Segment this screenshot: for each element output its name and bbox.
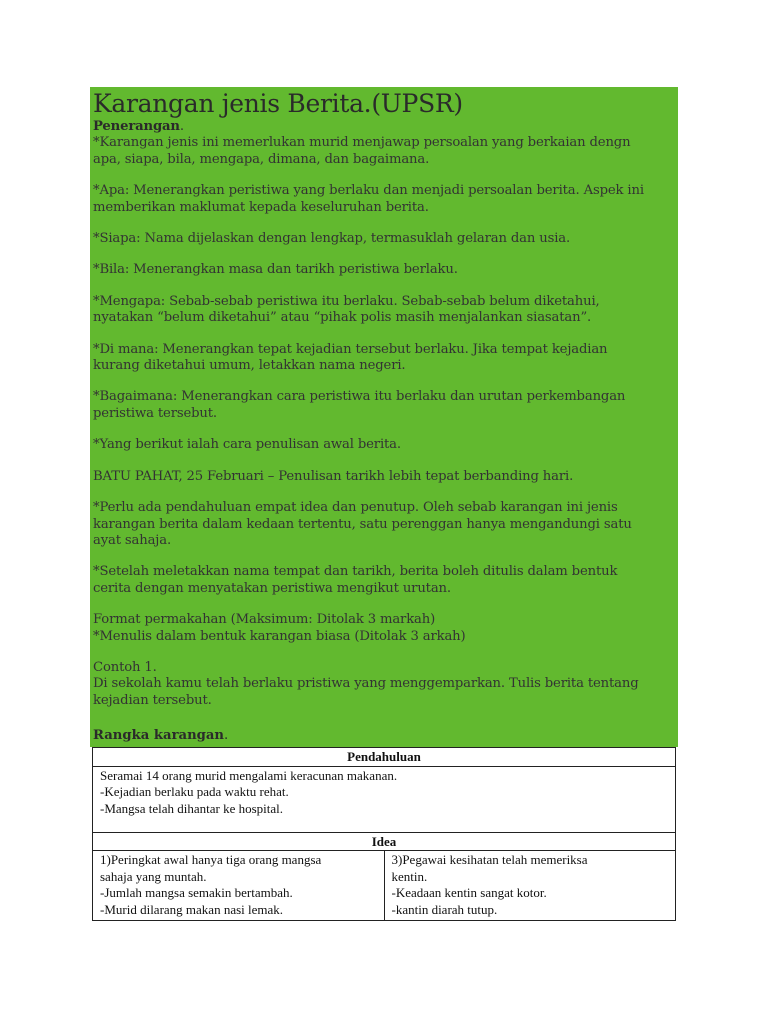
rangka-table: [92, 747, 676, 921]
pendahuluan-header: Pendahuluan: [93, 748, 676, 767]
list-item: -Keadaan kentin sangat kotor.: [391, 885, 547, 900]
list-item: -Mangsa telah dihantar ke hospital.: [100, 800, 284, 816]
list-item: -Murid dilarang makan nasi lemak.: [100, 901, 284, 917]
list-item: 3)Pegawai kesihatan telah memeriksa: [391, 852, 588, 867]
idea-header: Idea: [93, 832, 676, 851]
list-item: -Kejadian berlaku pada waktu rehat.: [100, 784, 289, 799]
green-info-panel: [90, 87, 678, 747]
intro-line: *Karangan jenis ini memerlukan murid menjawap persoalan yang berkaian dengn: [93, 135, 631, 151]
list-item: -kantin diarah tutup.: [391, 901, 498, 917]
table-row: [93, 851, 676, 921]
mengapa-paragraph: *Mengapa: Sebab-sebab peristiwa itu berlaku. Sebab-sebab belum diketahui, nyatakan “belum diketahui” atau “pihak polis masih menjalankan siasatan”.: [93, 293, 600, 326]
pendahuluan-cell: [93, 766, 676, 832]
rangka-heading: Rangka karangan.: [93, 728, 229, 743]
table-row: [93, 832, 676, 851]
list-item: sahaja yang muntah.: [100, 868, 207, 884]
perlu-paragraph: *Perlu ada pendahuluan empat idea dan penutup. Oleh sebab karangan ini jenis karangan berita dalam kedaan tertentu, satu perenggan hanya mengandungi satu ayat sahaja.: [93, 500, 632, 548]
idea-left-cell: [93, 851, 385, 921]
table-row: [93, 766, 676, 832]
penerangan-label: Penerangan: [93, 119, 180, 134]
batu-pahat-paragraph: BATU PAHAT, 25 Februari – Penulisan tarikh lebih tepat berbanding hari.: [93, 468, 574, 484]
apa-paragraph: *Apa: Menerangkan peristiwa yang berlaku dan menjadi persoalan berita. Aspek ini memberikan maklumat kepada keseluruhan berita.: [93, 183, 644, 215]
table-row: [93, 748, 676, 767]
list-item: -Jumlah mangsa semakin bertambah.: [100, 885, 293, 900]
dimana-paragraph: *Di mana: Menerangkan tepat kejadian tersebut berlaku. Jika tempat kejadian kurang diketahui umum, letakkan nama negeri.: [93, 341, 608, 374]
bagaimana-paragraph: *Bagaimana: Menerangkan cara peristiwa itu berlaku dan urutan perkembangan peristiwa tersebut.: [93, 389, 626, 421]
format-paragraph: Format permakahan (Maksimum: Ditolak 3 markah) *Menulis dalam bentuk karangan biasa (Ditolak 3 arkah): [93, 612, 466, 644]
yang-berikut-paragraph: *Yang berikut ialah cara penulisan awal berita.: [93, 437, 401, 453]
contoh-paragraph: Contoh 1. Di sekolah kamu telah berlaku pristiwa yang menggemparkan. Tulis berita tentang kejadian tersebut.: [93, 659, 639, 708]
list-item: 1)Peringkat awal hanya tiga orang mangsa: [100, 852, 322, 867]
intro-line: apa, siapa, bila, mengapa, dimana, dan bagaimana.: [93, 151, 430, 167]
penerangan-intro: Penerangan. *Karangan jenis ini memerlukan murid menjawap persoalan yang berkaian dengn apa, siapa, bila, mengapa, dimana, dan bagaimana.: [93, 119, 675, 168]
setelah-paragraph: *Setelah meletakkan nama tempat dan tarikh, berita boleh ditulis dalam bentuk cerita dengan menyatakan peristiwa mengikut urutan.: [93, 564, 618, 596]
siapa-paragraph: *Siapa: Nama dijelaskan dengan lengkap, termasuklah gelaran dan usia.: [93, 231, 571, 247]
bila-paragraph: *Bila: Menerangkan masa dan tarikh peristiwa berlaku.: [93, 262, 458, 278]
list-item: Seramai 14 orang murid mengalami keracunan makanan.: [100, 767, 398, 783]
list-item: kentin.: [391, 868, 428, 884]
idea-right-cell: [384, 851, 676, 921]
page-title: Karangan jenis Berita.(UPSR): [93, 89, 463, 118]
